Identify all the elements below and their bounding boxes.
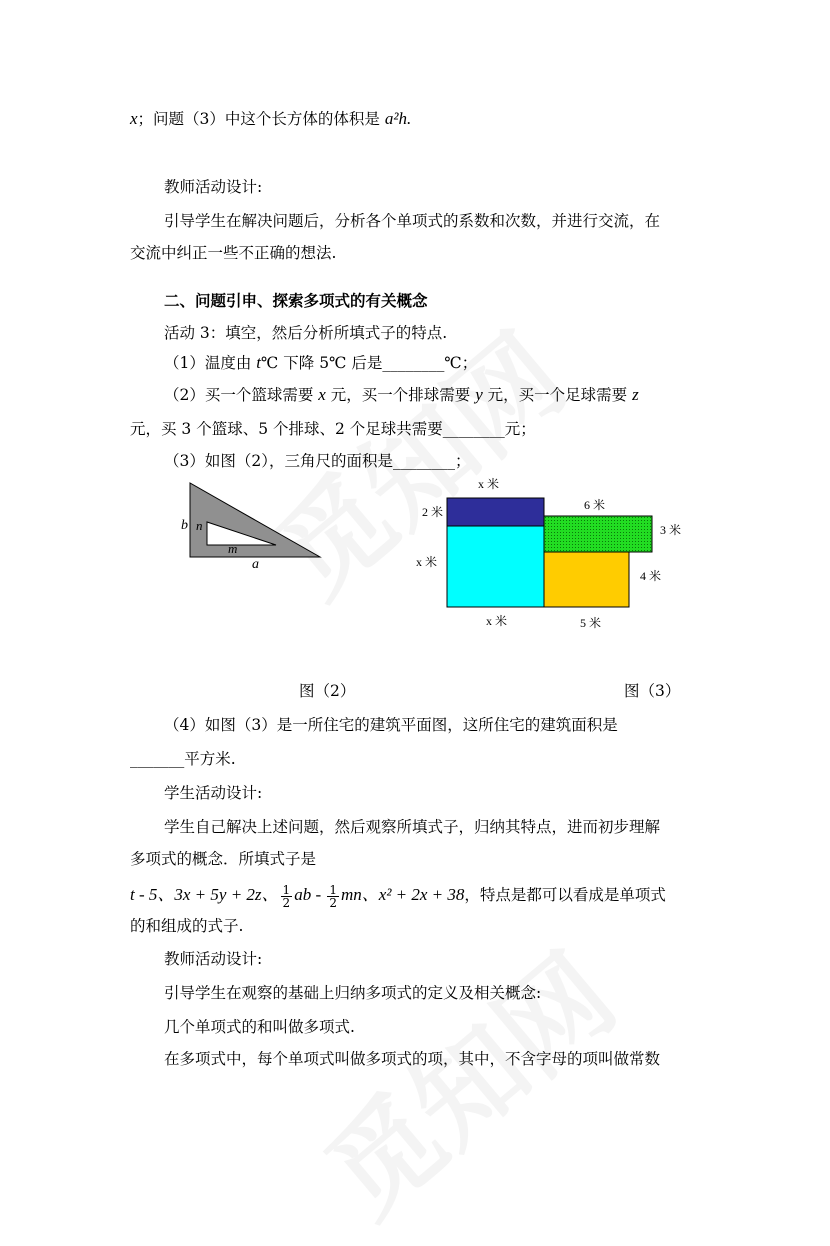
- section-heading: 二、问题引申、探索多项式的有关概念: [164, 291, 428, 310]
- teacher-activity-title-2: 教师活动设计:: [164, 950, 263, 968]
- student-activity-text-4: 的和组成的式子.: [130, 917, 244, 935]
- question-2: （2）买一个篮球需要 x 元，买一个排球需要 y 元，买一个足球需要 z: [164, 385, 639, 404]
- green-room: [544, 516, 652, 552]
- question-4: （4）如图（3）是一所住宅的建筑平面图，这所住宅的建筑面积是: [164, 716, 618, 734]
- question-2-cont: 元，买 3 个篮球、5 个排球、2 个足球共需要________元；: [130, 420, 536, 438]
- label-a: a: [252, 557, 259, 572]
- definition-polynomial: 几个单项式的和叫做多项式.: [164, 1018, 355, 1036]
- label-4m: 4 米: [640, 569, 662, 583]
- teacher-activity-text-3: 引导学生在观察的基础上归纳多项式的定义及相关概念:: [164, 984, 542, 1002]
- label-bottom-x: x 米: [486, 614, 508, 628]
- question-3: （3）如图（2），三角尺的面积是________；: [164, 452, 471, 470]
- fraction-half: $\frac{1}{2}$: [329, 882, 337, 910]
- student-activity-title: 学生活动设计:: [164, 784, 263, 802]
- caption-figure-2: 图（2）: [299, 682, 356, 700]
- yellow-room: [544, 552, 629, 607]
- figure-3-floor-plan: [410, 472, 710, 632]
- label-top-x: x 米: [478, 477, 500, 491]
- label-b: b: [181, 518, 188, 533]
- watermark: [288, 912, 642, 1245]
- activity-3: 活动 3：填空，然后分析所填式子的特点.: [164, 324, 448, 342]
- teacher-activity-text-2: 交流中纠正一些不正确的想法.: [130, 244, 337, 262]
- teacher-activity-text-1: 引导学生在解决问题后，分析各个单项式的系数和次数，并进行交流，在: [164, 212, 661, 230]
- label-left-x: x 米: [416, 555, 438, 569]
- caption-figure-3: 图（3）: [624, 682, 681, 700]
- label-3m: 3 米: [660, 523, 682, 537]
- question-4-cont: _______平方米.: [130, 750, 236, 768]
- label-5m: 5 米: [580, 616, 602, 630]
- label-m: m: [228, 541, 238, 556]
- label-6m: 6 米: [584, 498, 606, 512]
- figure-2-triangle: [178, 475, 338, 575]
- expression-line: t - 5、3x + 5y + 2z、 $\frac{1}{2}$ ab - $\frac{1}{2}$ mn、x² + 2x + 38，特点是都可以看成是单项式: [130, 882, 666, 910]
- navy-room: [447, 498, 544, 526]
- student-activity-text-1: 学生自己解决上述问题，然后观察所填式子，归纳其特点，进而初步理解: [164, 818, 661, 836]
- fraction-half: $\frac{1}{2}$: [282, 882, 291, 910]
- cyan-room: [447, 526, 544, 607]
- triangle-ruler: [190, 483, 320, 557]
- question-1: （1）温度由 t℃ 下降 5℃ 后是________℃；: [164, 353, 478, 372]
- line-volume: x；问题（3）中这个长方体的体积是 a²h.: [130, 109, 412, 128]
- label-2m: 2 米: [422, 505, 444, 519]
- label-n: n: [196, 518, 203, 533]
- teacher-activity-title-1: 教师活动设计:: [164, 178, 263, 196]
- definition-terms: 在多项式中，每个单项式叫做多项式的项，其中，不含字母的项叫做常数: [164, 1050, 661, 1068]
- student-activity-text-2: 多项式的概念．所填式子是: [130, 850, 317, 868]
